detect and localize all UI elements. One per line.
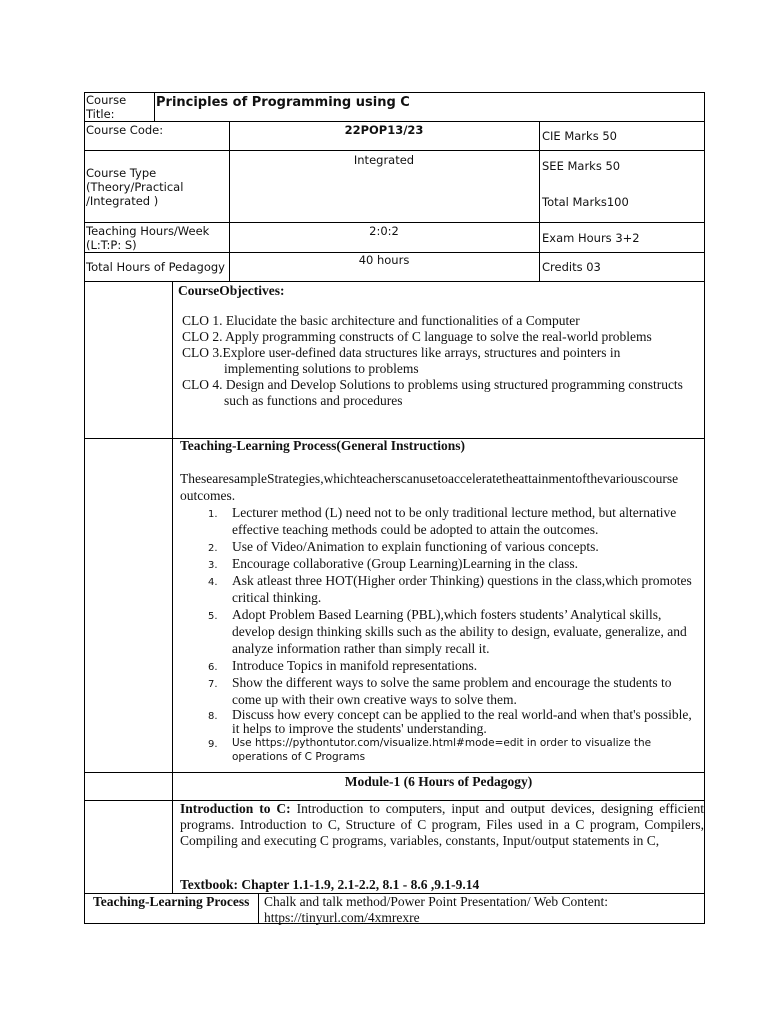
total-hours-label: Total Hours of Pedagogy: [86, 260, 225, 274]
clo-item: CLO 3.Explore user-defined data structures like arrays, structures and pointers in implementing solutions to problems: [182, 345, 621, 376]
cie-marks: CIE Marks 50: [542, 129, 617, 143]
module-heading: Module-1 (6 Hours of Pedagogy): [344, 774, 533, 789]
module-intro-title: Introduction to C:: [180, 801, 291, 816]
total-hours: 40 hours: [358, 253, 410, 267]
list-item: 1. Lecturer method (L) need not to be only traditional lecture method, but alternative effective teaching methods could be adopted to attain the outcomes.: [208, 505, 677, 537]
h-line: [84, 92, 705, 93]
v-line: [539, 121, 540, 281]
course-title: Principles of Programming using C: [156, 95, 410, 110]
course-title-label: Course Title:: [86, 93, 127, 121]
v-line: [84, 92, 85, 924]
list-item: 3. Encourage collaborative (Group Learning)Learning in the class.: [208, 556, 578, 571]
list-item: 2. Use of Video/Animation to explain functioning of various concepts.: [208, 539, 599, 554]
tlp-intro: Thesearesample​Strategies,​which​teachers​can​use​to​accelerate​the​attainment​of​the​various​course outcomes.: [180, 471, 679, 503]
teaching-hours: 2:0:2: [369, 224, 399, 238]
list-item: 5. Adopt Problem Based Learning (PBL),which fosters students’ Analytical skills, develop design thinking skills such as the ability to design, evaluate, generalize, and analyze information rather than simply recall it.: [208, 607, 687, 656]
course-code: 22POP13/23: [344, 123, 424, 137]
course-code-label: Course Code:: [86, 123, 164, 137]
v-line: [172, 281, 173, 893]
textbook-reference: Textbook: Chapter 1.1-1.9, 2.1-2.2, 8.1 - 8.6 ,9.1-9.14: [180, 877, 480, 892]
teaching-hours-label: Teaching Hours/Week (L:T:P: S): [86, 224, 210, 252]
tlp-heading: Teaching-Learning Process(General Instructions): [180, 438, 465, 453]
clo-item: CLO 4. Design and Develop Solutions to problems using structured programming constructs such as functions and procedures: [182, 377, 683, 408]
tlp-methods: Chalk and talk method/Power Point Presentation/ Web Content: https://tinyurl.com/4xmrexre: [264, 894, 608, 925]
v-line: [258, 893, 259, 923]
exam-hours: Exam Hours 3+2: [542, 231, 640, 245]
list-item: 8. Discuss how every concept can be applied to the real world-and when that's possible, it helps to improve the students' understanding.: [208, 707, 692, 736]
h-line: [84, 281, 705, 282]
tlp-list: [180, 504, 700, 764]
clo-item: CLO 1. Elucidate the basic architecture and functionalities of a Computer: [182, 313, 580, 328]
course-objectives: [178, 283, 698, 409]
clo-item: CLO 2. Apply programming constructs of C language to solve the real-world problems: [182, 329, 652, 344]
tlp-label: Teaching-Learning Process: [93, 894, 250, 909]
objectives-heading: CourseObjectives:: [178, 283, 285, 298]
total-marks: Total Marks100: [542, 195, 629, 209]
v-line: [154, 92, 155, 121]
module-intro-text: Introduction to computers, input and output devices, designing efficient programs. Introduction to C, Structure of C program, Files used in a C program, Compilers, Compiling and executing C programs, variables, constants, Input/output statements in C,: [180, 801, 704, 848]
course-type-label: Course Type (Theory/Practical /Integrated ): [86, 166, 184, 208]
h-line: [84, 121, 705, 122]
h-line: [84, 150, 705, 151]
list-item: 7. Show the different ways to solve the same problem and encourage the students to come up with their own creative ways to solve them.: [208, 675, 672, 707]
list-item: 4. Ask atleast three HOT(Higher order Thinking) questions in the class,which promotes critical thinking.: [208, 573, 692, 605]
teaching-learning-section: [180, 438, 700, 764]
h-line: [84, 772, 705, 773]
v-line: [704, 92, 705, 924]
h-line: [84, 222, 705, 223]
credits: Credits 03: [542, 260, 601, 274]
see-marks: SEE Marks 50: [542, 159, 621, 173]
course-type: Integrated: [353, 153, 415, 167]
list-item: 9. Use https://pythontutor.com/visualize.html#mode=edit in order to visualize the operations of C Programs: [208, 737, 652, 763]
module-description: [180, 801, 704, 849]
list-item: 6. Introduce Topics in manifold representations.: [208, 658, 478, 673]
